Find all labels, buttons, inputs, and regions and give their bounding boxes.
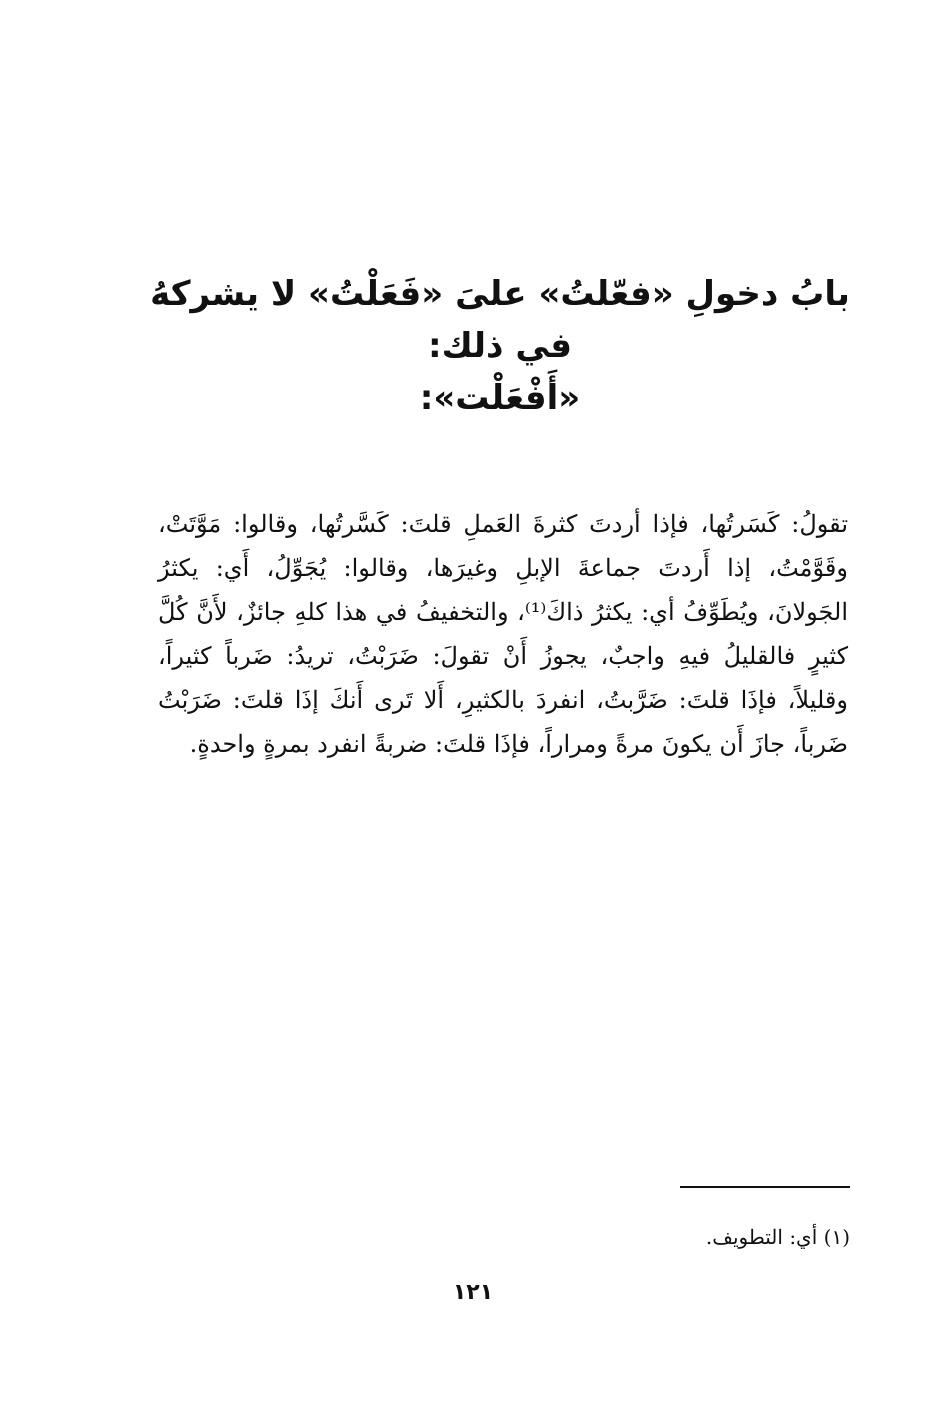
chapter-title (150, 268, 850, 424)
chapter-title-line-1: بابُ دخولِ «فعّلتُ» علىَ «فَعَلْتُ» لا يشركهُ في ذلك: (150, 274, 850, 366)
footnote-divider (680, 1186, 850, 1188)
page-number: ١٢١ (452, 1280, 494, 1305)
chapter-title-line-2: «أَفْعَلْت»: (419, 378, 581, 418)
footnote: (١) أي: التطويف. (705, 1225, 850, 1249)
body-paragraph: تقولُ: كَسَرتُها، فإذا أردتَ كثرةَ العَملِ قلتَ: كَسَّرتُها، وقالوا: مَوَّتَتْ، وقَوَّمْتُ، إذا أَردتَ جماعةَ الإبلِ وغيرَها، وقالوا: يُجَوِّلُ، أَي: يكثرُ الجَولانَ، ويُطَوِّفُ أي: يكثرُ ذاكَ⁽¹⁾، والتخفيفُ في هذا كلهِ جائزٌ، لأَنَّ كُلَّ كثيرٍ فالقليلُ فيهِ واجبٌ، يجوزُ أَنْ تقولَ: ضَرَبْتُ، تريدُ: ضَرباً كثيراً، وقليلاً، فإذَا قلتَ: ضَرَّبتُ، انفردَ بالكثيرِ، أَلا تَرى أَنكَ إذَا قلتَ: ضَرَبْتُ ضَرباً، جازَ أَن يكونَ مرةً ومراراً، فإذَا قلتَ: ضربةً انفرد بمرةٍ واحدةٍ. (158, 510, 848, 758)
